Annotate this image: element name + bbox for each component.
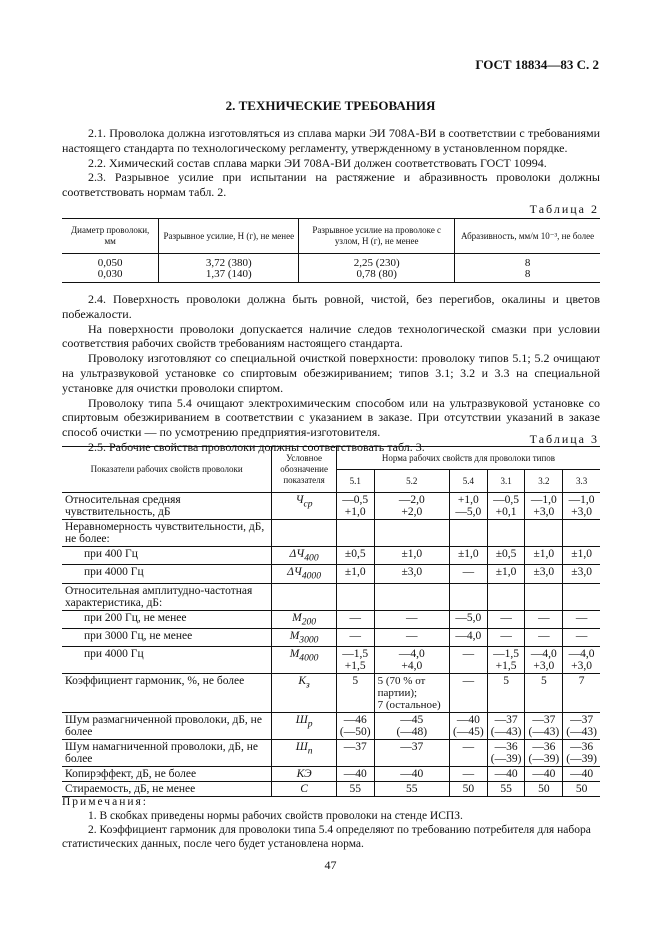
t3-cell [563, 520, 600, 547]
t3-cell: —36 (—39) [487, 740, 525, 767]
symbol-text: Ш [295, 741, 308, 754]
t2-cell: 2,25 (230) [299, 254, 455, 270]
t3-type-header: 5.2 [374, 470, 449, 493]
t3-cell: —0,5 +1,0 [336, 493, 374, 520]
t3-cell: 50 [563, 782, 600, 797]
t3-cell: —37 [336, 740, 374, 767]
t3-row-label: Относительная средняя чувствительность, дБ [62, 493, 272, 520]
t3-type-header: 3.1 [487, 470, 525, 493]
t3-cell: — [525, 610, 563, 628]
t3-cell: — [374, 610, 449, 628]
t3-cell [336, 583, 374, 610]
t2-cell: 8 [455, 269, 600, 283]
section-title: 2. ТЕХНИЧЕСКИЕ ТРЕБОВАНИЯ [225, 98, 436, 113]
t3-cell: —4,0 +3,0 [563, 647, 600, 674]
symbol-text: K [298, 675, 307, 688]
symbol-text: M [289, 648, 300, 661]
t3-cell: —37 (—43) [563, 713, 600, 740]
t3-type-header: 3.2 [525, 470, 563, 493]
t3-header-param: Показатели рабочих свойств проволоки [62, 447, 272, 493]
symbol-subscript: 200 [301, 615, 317, 627]
t3-cell [449, 583, 487, 610]
t3-row-label: Стираемость, дБ, не менее [62, 782, 272, 797]
table-3-caption: Таблица 3 [529, 432, 599, 446]
t3-cell: ±1,0 [449, 547, 487, 565]
t3-cell [374, 583, 449, 610]
t3-cell: — [449, 565, 487, 583]
t3-cell: ±1,0 [487, 565, 525, 583]
t3-row-symbol [272, 713, 337, 740]
t3-cell: —4,0 +3,0 [525, 647, 563, 674]
t3-cell: — [487, 610, 525, 628]
t3-row-symbol [272, 647, 337, 674]
symbol-subscript: 4000 [299, 652, 319, 664]
t3-row-symbol [272, 610, 337, 628]
t3-cell: —1,5 +1,5 [336, 647, 374, 674]
t3-row-label: при 4000 Гц [62, 647, 272, 674]
t3-cell: ±1,0 [563, 547, 600, 565]
symbol-subscript: 3000 [299, 634, 319, 646]
t3-row-symbol [272, 628, 337, 646]
t3-cell: — [336, 610, 374, 628]
t3-row-label: при 4000 Гц [62, 565, 272, 583]
t3-header-symbol: Условное обозначение показателя [272, 447, 337, 493]
t3-cell [525, 520, 563, 547]
table-row [62, 583, 600, 610]
t3-cell: —1,5 +1,5 [487, 647, 525, 674]
t3-row-label: Неравномерность чувствительности, дБ, не более: [62, 520, 272, 547]
t3-cell: —37 (—43) [487, 713, 525, 740]
t3-cell [374, 520, 449, 547]
table-row [62, 713, 600, 740]
table-3 [62, 446, 600, 797]
paragraph-2-4: 2.4. Поверхность проволоки должна быть ровной, чистой, без перегибов, окалины и цветов побежалости. [62, 292, 600, 321]
t3-cell: —4,0 +4,0 [374, 647, 449, 674]
symbol-subscript: ср [303, 498, 313, 510]
t2-header: Диаметр проволоки, мм [62, 219, 159, 254]
t3-cell: — [487, 628, 525, 646]
t3-cell: 5 [336, 674, 374, 713]
t3-cell: 55 [374, 782, 449, 797]
t3-row-symbol [272, 565, 337, 583]
t3-cell: —1,0 +3,0 [563, 493, 600, 520]
t3-cell: ±3,0 [563, 565, 600, 583]
notes-title: Примечания: [62, 796, 148, 808]
t2-cell: 0,78 (80) [299, 269, 455, 283]
section-paragraphs-b [62, 292, 600, 455]
table-row [62, 547, 600, 565]
t3-cell: — [563, 610, 600, 628]
t3-row-label: при 200 Гц, не менее [62, 610, 272, 628]
t3-cell: — [449, 674, 487, 713]
table-2 [62, 218, 600, 283]
paragraph-2-2: 2.2. Химический состав сплава марки ЭИ 708А-ВИ должен соответствовать ГОСТ 10994. [88, 155, 547, 170]
symbol-subscript: 4000 [301, 570, 321, 582]
note-1: 1. В скобках приведены нормы рабочих свойств проволоки на стенде ИСПЗ. [88, 810, 463, 822]
table-row [62, 565, 600, 583]
t3-row-symbol [272, 547, 337, 565]
t3-cell: ±0,5 [336, 547, 374, 565]
symbol-text: M [289, 629, 300, 642]
table-row [62, 269, 600, 283]
symbol-text: Ч [295, 494, 304, 506]
t3-cell: ±3,0 [374, 565, 449, 583]
t3-cell: 50 [525, 782, 563, 797]
t3-row-symbol [272, 583, 337, 610]
symbol-text: Ш [295, 714, 308, 727]
t2-cell: 1,37 (140) [159, 269, 299, 283]
t3-cell: — [449, 767, 487, 782]
t3-cell: —5,0 [449, 610, 487, 628]
t3-cell [525, 583, 563, 610]
t3-cell: 5 (70 % от партии); 7 (остальное) [374, 674, 449, 713]
t3-cell [449, 520, 487, 547]
t3-row-label: Копирэффект, дБ, не более [62, 767, 272, 782]
t3-cell: —36 (—39) [525, 740, 563, 767]
t3-type-header: 5.1 [336, 470, 374, 493]
t3-cell: 55 [487, 782, 525, 797]
t3-cell: ±1,0 [336, 565, 374, 583]
table-row [62, 767, 600, 782]
table-row [62, 610, 600, 628]
paragraph-type-5-4: Проволоку типа 5.4 очищают электрохимическим способом или на ультразвуковой установке со спиртовым обезжириванием в соответствии с указанием в заказе. При отсутствии указаний в заказе способ очистки — по усмотрению предприятия-изготовителя. [62, 395, 600, 440]
t3-cell: — [563, 628, 600, 646]
note-2: 2. Коэффициент гармоник для проволоки типа 5.4 определяют по требованию потребителя для набора статистических данных, после чего будет установлена норма. [62, 824, 591, 850]
t3-cell: —1,0 +3,0 [525, 493, 563, 520]
t3-type-header: 3.3 [563, 470, 600, 493]
t3-row-label: Шум намагниченной проволоки, дБ, не более [62, 740, 272, 767]
t2-cell: 0,050 [97, 257, 123, 269]
page-number: 47 [324, 858, 337, 872]
t3-cell: —40 [525, 767, 563, 782]
t3-row-label: при 400 Гц [62, 547, 272, 565]
table-row [62, 674, 600, 713]
t3-cell: 50 [449, 782, 487, 797]
symbol-text: КЭ [296, 768, 312, 781]
symbol-subscript: з [306, 679, 310, 691]
paragraph-2-1: 2.1. Проволока должна изготовляться из сплава марки ЭИ 708А-ВИ в соответствии с требованиями настоящего стандарта по технологическому регламенту, утвержденному в установленном порядке. [62, 126, 600, 155]
table-row [62, 740, 600, 767]
notes [62, 795, 600, 851]
t3-type-header: 5.4 [449, 470, 487, 493]
t3-cell: —40 [374, 767, 449, 782]
t3-cell: +1,0 —5,0 [449, 493, 487, 520]
t2-cell: 8 [455, 254, 600, 270]
t3-cell: —37 [374, 740, 449, 767]
t2-cell: 3,72 (380) [159, 254, 299, 270]
t3-cell [563, 583, 600, 610]
table-row [62, 493, 600, 520]
t3-cell: —40 [487, 767, 525, 782]
t3-cell [487, 583, 525, 610]
t2-cell: 0,030 [62, 269, 159, 283]
t3-cell: —40 (—45) [449, 713, 487, 740]
symbol-subscript: р [307, 718, 313, 730]
t3-cell: — [336, 628, 374, 646]
t3-row-symbol [272, 520, 337, 547]
t3-cell [336, 520, 374, 547]
page-header: ГОСТ 18834—83 С. 2 [475, 57, 599, 72]
t3-cell: —40 [336, 767, 374, 782]
t3-cell: —45 (—48) [374, 713, 449, 740]
t3-cell: —40 [563, 767, 600, 782]
table-row [62, 254, 600, 270]
t3-cell: —46 (—50) [336, 713, 374, 740]
t3-header-norm: Норма рабочих свойств для проволоки типов [336, 447, 600, 470]
t2-header: Абразивность, мм/м 10⁻³, не более [455, 219, 600, 254]
t3-row-symbol [272, 767, 337, 782]
t3-cell: —4,0 [449, 628, 487, 646]
t3-cell: 7 [563, 674, 600, 713]
t3-cell: —0,5 +0,1 [487, 493, 525, 520]
t3-cell: —2,0 +2,0 [374, 493, 449, 520]
table-row [62, 647, 600, 674]
symbol-subscript: п [307, 745, 313, 757]
t3-cell: — [374, 628, 449, 646]
t3-row-label: при 3000 Гц, не менее [62, 628, 272, 646]
t3-row-label: Относительная амплитудно-частотная характеристика, дБ: [62, 583, 272, 610]
t3-row-label: Шум размагниченной проволоки, дБ, не более [62, 713, 272, 740]
paragraph-lubricant: На поверхности проволоки допускается наличие следов технологической смазки при условии соответствия рабочих свойств требованиям настоящего стандарта. [62, 321, 600, 351]
t3-cell: 5 [525, 674, 563, 713]
t3-row-symbol [272, 674, 337, 713]
t3-cell: ±1,0 [525, 547, 563, 565]
t3-cell: — [449, 740, 487, 767]
t2-header: Разрывное усилие на проволоке с узлом, Н (г), не менее [299, 219, 455, 254]
t3-row-symbol [272, 740, 337, 767]
paragraph-2-3: 2.3. Разрывное усилие при испытании на растяжение и абразивность проволоки должны соответствовать нормам табл. 2. [62, 170, 600, 200]
t3-row-symbol [272, 493, 337, 520]
symbol-text: ΔЧ [289, 548, 305, 560]
t3-cell: ±0,5 [487, 547, 525, 565]
t3-cell [487, 520, 525, 547]
table-2-caption: Таблица 2 [529, 202, 599, 216]
t3-row-label: Коэффициент гармоник, %, не более [62, 674, 272, 713]
symbol-text: ΔЧ [287, 566, 302, 579]
symbol-text: С [300, 783, 308, 796]
t3-cell: ±1,0 [374, 547, 449, 565]
symbol-subscript: 400 [304, 552, 319, 564]
paragraph-2-5: 2.5. Рабочие свойства проволоки должны соответствовать табл. 3. [88, 439, 425, 454]
t3-cell: ±3,0 [525, 565, 563, 583]
t2-header: Разрывное усилие, Н (г), не менее [159, 219, 299, 254]
table-row [62, 520, 600, 547]
t3-cell: 5 [487, 674, 525, 713]
section-paragraphs-a [62, 126, 600, 200]
table-row [62, 628, 600, 646]
paragraph-cleaning: Проволоку изготовляют со специальной очисткой поверхности: проволоку типов 5.1; 5.2 очищают на ультразвуковой установке со спиртовым обезжириванием; типов 3.1; 3.2 и 3.3 на специальной установке для очистки проволоки спиртом. [62, 351, 600, 395]
symbol-text: M [292, 611, 302, 624]
t3-cell: 55 [336, 782, 374, 797]
t3-cell: —37 (—43) [525, 713, 563, 740]
t3-cell: — [525, 628, 563, 646]
t3-cell: — [449, 647, 487, 674]
t3-cell: —36 (—39) [563, 740, 600, 767]
